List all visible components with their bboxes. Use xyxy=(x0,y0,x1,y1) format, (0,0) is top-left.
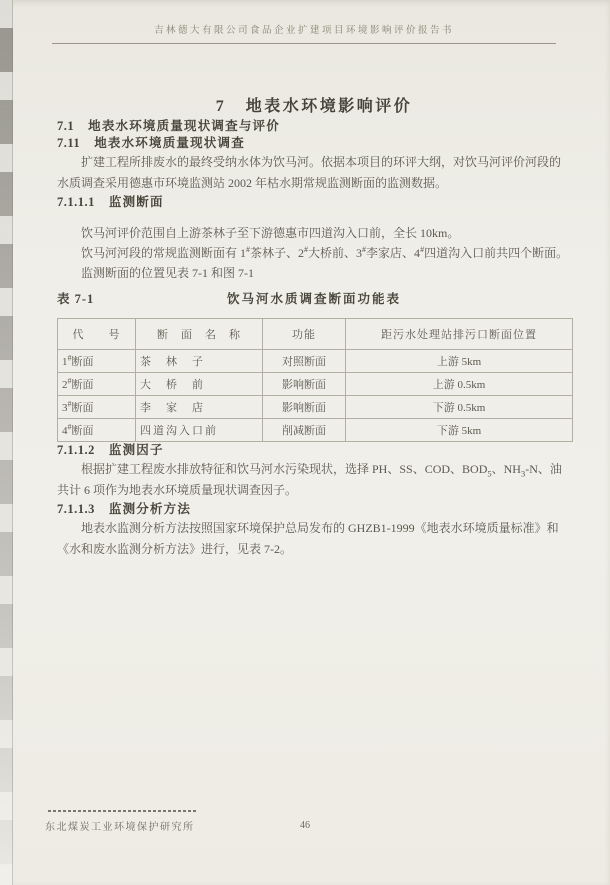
cell-position: 下游 0.5km xyxy=(346,396,573,419)
code-number: 1 xyxy=(62,356,68,368)
section-heading-7-1-1-1 xyxy=(57,194,571,211)
code-word: 断面 xyxy=(71,379,94,391)
subscript: 3 xyxy=(520,468,526,479)
subscript: 5 xyxy=(487,468,492,479)
table-row xyxy=(58,350,573,373)
chapter-title xyxy=(57,96,571,118)
monitoring-factors-paragraph xyxy=(57,459,571,501)
cell-function: 削减断面 xyxy=(263,419,346,442)
text-fragment: -N、油共计 6 项作为地表水环境质量现状调查因子。 xyxy=(57,462,562,497)
section-heading-7-11 xyxy=(57,135,571,152)
cell-section-name: 大 桥 前 xyxy=(136,373,263,396)
cell-section-name: 李 家 店 xyxy=(136,396,263,419)
position-reference-line: 监测断面的位置见表 7-1 和图 7-1 xyxy=(81,266,254,280)
cell-code xyxy=(58,350,136,373)
hash-superscript: # xyxy=(67,422,72,432)
binding-edge xyxy=(0,0,13,885)
col-header-name: 断 面 名 称 xyxy=(136,319,263,350)
section-number: 7.11 xyxy=(57,136,81,150)
analysis-method-paragraph: 地表水监测分析方法按照国家环境保护总局发布的 GHZB1-1999《地表水环境质量标准》和《水和废水监测分析方法》进行，见表 7-2。 xyxy=(57,521,559,556)
cell-section-name: 茶 林 子 xyxy=(136,350,263,373)
text-fragment: 饮马河河段的常规监测断面有 1 xyxy=(81,246,247,260)
cell-position: 上游 5km xyxy=(346,350,573,373)
text-fragment: 李家店、4 xyxy=(366,246,421,260)
hash-superscript: # xyxy=(246,245,251,254)
text-fragment: 大桥前、3 xyxy=(308,246,363,260)
section-title: 监测分析方法 xyxy=(108,502,192,516)
section-number: 7.1.1.2 xyxy=(57,443,95,457)
cell-code xyxy=(58,396,136,419)
text-fragment: 茶林子、2 xyxy=(250,246,305,260)
code-number: 2 xyxy=(62,379,68,391)
text-fragment: 、NH xyxy=(491,462,521,476)
footer-organization: 东北煤炭工业环境保护研究所 xyxy=(45,822,195,833)
cell-code xyxy=(58,373,136,396)
chapter-number: 7 xyxy=(215,98,224,115)
code-number: 3 xyxy=(62,402,68,414)
scope-line: 饮马河评价范围自上游茶林子至下游德惠市四道沟入口前，全长 10km。 xyxy=(81,226,460,240)
intro-paragraph: 扩建工程所排废水的最终受纳水体为饮马河。依据本项目的环评大纲，对饮马河评价河段的水质调查采用德惠市环境监测站 2002 年枯水期常规监测断面的监测数据。 xyxy=(57,155,562,190)
cell-position: 下游 5km xyxy=(346,419,573,442)
table-header-row xyxy=(58,319,573,350)
table-label: 表 7-1 xyxy=(57,292,95,306)
monitoring-section-paragraphs xyxy=(57,223,571,283)
cell-position: 上游 0.5km xyxy=(346,373,573,396)
section-number: 7.1.1.1 xyxy=(57,195,95,209)
text-fragment: 四道沟入口前共四个断面。 xyxy=(424,246,569,260)
code-word: 断面 xyxy=(71,402,94,414)
section-heading-7-1 xyxy=(57,118,571,135)
section-heading-7-1-1-2 xyxy=(57,442,571,459)
table-row xyxy=(58,419,573,442)
monitoring-sections-table xyxy=(57,318,573,442)
cell-function: 影响断面 xyxy=(263,396,346,419)
cell-section-name: 四道沟入口前 xyxy=(136,419,263,442)
col-header-code: 代 号 xyxy=(58,319,136,350)
footer-rule xyxy=(48,810,198,812)
running-header: 吉林德大有限公司食品企业扩建项目环境影响评价报告书 xyxy=(52,22,556,44)
chapter-title-text: 地表水环境影响评价 xyxy=(245,98,413,115)
section-title: 监测因子 xyxy=(108,443,164,457)
hash-superscript: # xyxy=(67,399,72,409)
col-header-position: 距污水处理站排污口断面位置 xyxy=(346,319,573,350)
cell-code xyxy=(58,419,136,442)
table-row xyxy=(58,373,573,396)
hash-superscript: # xyxy=(362,245,367,254)
regular-sections-line xyxy=(57,243,571,263)
hash-superscript: # xyxy=(67,353,72,363)
hash-superscript: # xyxy=(420,245,425,254)
section-number: 7.1.1.3 xyxy=(57,502,95,516)
col-header-function: 功能 xyxy=(263,319,346,350)
hash-superscript: # xyxy=(304,245,309,254)
section-title: 地表水环境质量现状调查 xyxy=(94,136,245,150)
page-content xyxy=(57,96,571,560)
section-title: 地表水环境质量现状调查与评价 xyxy=(88,119,280,133)
table-caption xyxy=(57,289,571,306)
hash-superscript: # xyxy=(67,376,72,386)
page-number: 46 xyxy=(300,820,310,831)
table-row xyxy=(58,396,573,419)
cell-function: 影响断面 xyxy=(263,373,346,396)
table-title: 饮马河水质调查断面功能表 xyxy=(226,292,401,306)
section-heading-7-1-1-3 xyxy=(57,501,571,518)
section-number: 7.1 xyxy=(57,119,75,133)
section-title: 监测断面 xyxy=(108,195,164,209)
code-word: 断面 xyxy=(71,356,94,368)
text-fragment: 根据扩建工程废水排放特征和饮马河水污染现状，选择 PH、SS、COD、BOD xyxy=(81,462,488,476)
code-word: 断面 xyxy=(71,425,94,437)
code-number: 4 xyxy=(62,425,68,437)
cell-function: 对照断面 xyxy=(263,350,346,373)
